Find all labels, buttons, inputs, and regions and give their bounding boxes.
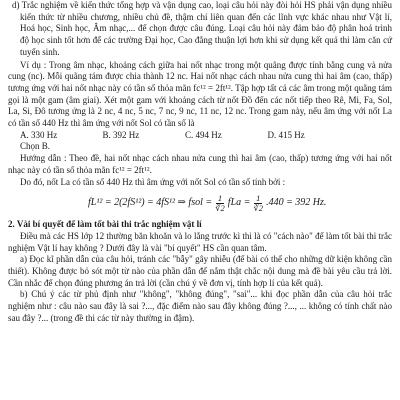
formula-rhs: .440 = 392 Hz.: [266, 197, 327, 209]
section-2-heading: 2. Vài bí quyết để làm tốt bài thi trắc nghiệm vật lí: [8, 219, 202, 230]
fraction-1: [215, 194, 225, 213]
fraction-2-numerator: 1: [256, 192, 261, 203]
fraction-2: [253, 194, 263, 213]
fraction-1-denominator: ∛2: [215, 202, 225, 213]
deduce-line: Do đó, nốt La có tần số 440 Hz thì âm ứng với nốt Sol có tần số tính bởi :: [20, 176, 286, 187]
document-page: [8, 0, 392, 325]
paragraph-intro-d: d) Trắc nghiệm về kiến thức tổng hợp và vận dụng cao, loại câu hỏi này đòi hỏi HS phải vận dụng nhiều kiến thức từ nhiều chương, nhiều chủ đề, thậm chí liên quan đến các lĩnh vực khác nhau như Vật lí, Hoá học, Sinh học, Âm nhạc,... để chọn được câu đúng. Loại câu hỏi này đảm bảo độ phân hoá trình độ học sinh tốt hơn để các trường Đại học, Cao đẳng thuận lợi hơn khi sử dụng kết quả thi làm căn cứ tuyển sinh.: [12, 0, 392, 57]
tip-b: b) Chú ý các từ phủ định như "không", "không đúng", "sai"... khi đọc phần dẫn của câu hỏi trắc nghiệm như : câu nào sau đây là sai ?..., đặc điểm nào sau đây không đúng ?..., ... không có tính chất nào sau đây ?... (trong đề thi các từ này thường in đậm).: [8, 289, 392, 323]
section-2-intro: Điều mà các HS lớp 12 thường băn khoăn và lo lắng trước kì thi là có "cách nào" để làm tốt bài thi trắc nghiệm Vật lí hay không ? Dưới đây là vài "bí quyết" HS cần quan tâm.: [8, 230, 392, 253]
fraction-2-denominator: ∛2: [253, 202, 264, 213]
choice-d: D. 415 Hz: [267, 129, 305, 140]
frequency-formula: [8, 188, 392, 218]
answer-choices: [8, 130, 350, 142]
choice-b: B. 392 Hz: [102, 129, 140, 140]
formula-lhs: fL¹² = 2(2fS¹²) = 4fS¹² ⇒ fsol =: [88, 197, 213, 209]
guide-paragraph: Hướng dẫn : Theo đề, hai nốt nhạc cách nhau nửa cung thì hai âm (cao, thấp) tương ứng với hai nốt nhạc này có tần số thỏa mãn fc¹² = 2ft¹².: [8, 153, 392, 175]
example-question: Ví dụ : Trong âm nhạc, khoảng cách giữa hai nốt nhạc trong một quãng được tính bằng cung và nửa cung (nc). Mỗi quãng tám được chia thành 12 nc. Hai nốt nhạc cách nhau nửa cung thì hai âm (cao, thấp) tương ứng với hai nốt nhạc này có tần số thỏa mãn fc¹² = 2ft¹². Tập hợp tất cả các âm trong một quãng tám gọi là một gam (âm giai). Xét một gam với khoảng cách từ nốt Đồ đến các nốt tiếp theo Rê, Mi, Fa, Sol, La, Si, Đô tương ứng là 2 nc, 4 nc, 5 nc, 7 nc, 9 nc, 11 nc, 12 nc. Trong gam này, nếu âm ứng với nốt La có tần số 440 Hz thì âm ứng với nốt Sol có tần số là: [8, 59, 392, 129]
fraction-1-numerator: 1: [217, 192, 223, 203]
choice-c: C. 494 Hz: [185, 129, 222, 140]
answer-line: Chọn B.: [20, 141, 51, 152]
tip-a: a) Đọc kĩ phần dẫn của câu hỏi, tránh các "bẫy" gây nhiễu (để bài có thể cho những dữ kiện không cần thiết). Không được bỏ sót một từ nào của phần dẫn để nắm thật chắc nội dung mà đề bài yêu cầu trả lời. Cần nhắc để chọn đúng phương án trả lời (cần chú ý về đơn vị, tính hợp lí của kết quả).: [8, 254, 392, 288]
choice-a: A. 330 Hz: [20, 129, 58, 140]
formula-mid: fLa =: [227, 197, 251, 209]
